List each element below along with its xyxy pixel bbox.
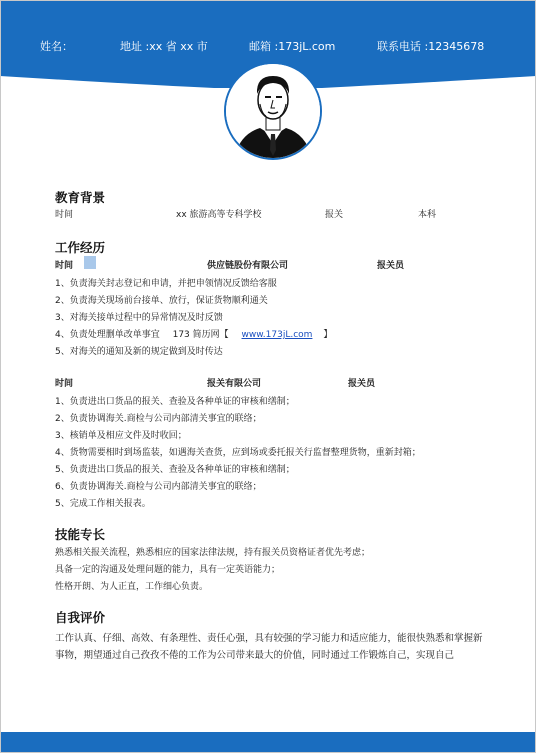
job1-duty: 2、负责海关现场前台接单、放行，保证货物顺利通关 <box>55 296 268 306</box>
job2-duty: 3、核销单及相应文件及时收回； <box>55 431 187 441</box>
education-title: 教育背景 <box>55 190 106 205</box>
profile-photo <box>224 62 322 160</box>
avatar-illustration <box>226 64 320 158</box>
job2-position: 报关员 <box>348 379 376 389</box>
header-contact-row <box>0 38 536 56</box>
website-link[interactable]: www.173jL.com <box>241 330 313 340</box>
job2-duty: 4、货物需要相时到场监装，如遇海关查货，应到场或委托报关行监督整理货物，重新封箱； <box>55 448 421 458</box>
job1-duty: 3、对海关接单过程中的异常情况及时反馈 <box>55 313 223 323</box>
job1-duty-text: 4、负责处理删单改单事宜 <box>55 330 160 340</box>
address-text: 地址 :xx 省 xx 市 <box>120 40 208 53</box>
skill-line: 性格开朗、为人正直，工作细心负责。 <box>55 582 209 592</box>
job2-duty: 6、负责协调海关.商检与公司内部清关事宜的联络； <box>55 482 262 492</box>
skill-line: 具备一定的沟通及处理问题的能力，具有一定英语能力； <box>55 565 281 575</box>
job1-duty: 5、对海关的通知及新的规定做到及时传达 <box>55 347 223 357</box>
job1-position: 报关员 <box>377 261 405 271</box>
job1-duty-site-name: 173 简历网【 <box>172 330 229 340</box>
self-eval-line: 工作认真、仔细、高效、有条理性、责任心强，具有较强的学习能力和适应能力，能很快熟悉和掌握新 <box>55 633 483 644</box>
education-major: 报关 <box>325 210 344 220</box>
job1-duty-bracket: 】 <box>323 330 333 340</box>
selection-highlight <box>84 256 96 269</box>
email-text: 邮箱 :173jL.com <box>249 40 336 53</box>
job1-duty <box>55 327 332 340</box>
job2-duty: 5、完成工作相关报表。 <box>55 499 151 509</box>
job1-duty: 1、负责海关封志登记和申请，并把申领情况反馈给客服 <box>55 279 277 289</box>
footer-band <box>0 732 536 753</box>
work-title: 工作经历 <box>55 240 106 255</box>
job2-duty: 5、负责进出口货品的报关、查验及各种单证的审核和缮制； <box>55 465 295 475</box>
education-time: 时间 <box>55 210 74 220</box>
job2-duty: 2、负责协调海关.商检与公司内部清关事宜的联络； <box>55 414 262 424</box>
skill-line: 熟悉相关报关流程，熟悉相应的国家法律法规，持有报关员资格证者优先考虑； <box>55 548 371 558</box>
name-label: 姓名： <box>40 40 73 53</box>
skills-title: 技能专长 <box>55 527 106 542</box>
job2-duty: 1、负责进出口货品的报关、查验及各种单证的审核和缮制； <box>55 397 295 407</box>
job2-time: 时间 <box>55 379 74 389</box>
education-school: xx 旅游高等专科学校 <box>176 210 262 220</box>
job1-time: 时间 <box>55 261 74 271</box>
phone-text: 联系电话 :12345678 <box>377 40 485 53</box>
self-eval-line: 事物，期望通过自己孜孜不倦的工作为公司带来最大的价值，同时通过工作锻炼自己，实现自己 <box>55 650 455 661</box>
self-eval-title: 自我评价 <box>55 610 106 625</box>
education-degree: 本科 <box>418 210 437 220</box>
job2-company: 报关有限公司 <box>207 379 262 389</box>
job1-company: 供应链股份有限公司 <box>207 261 289 271</box>
